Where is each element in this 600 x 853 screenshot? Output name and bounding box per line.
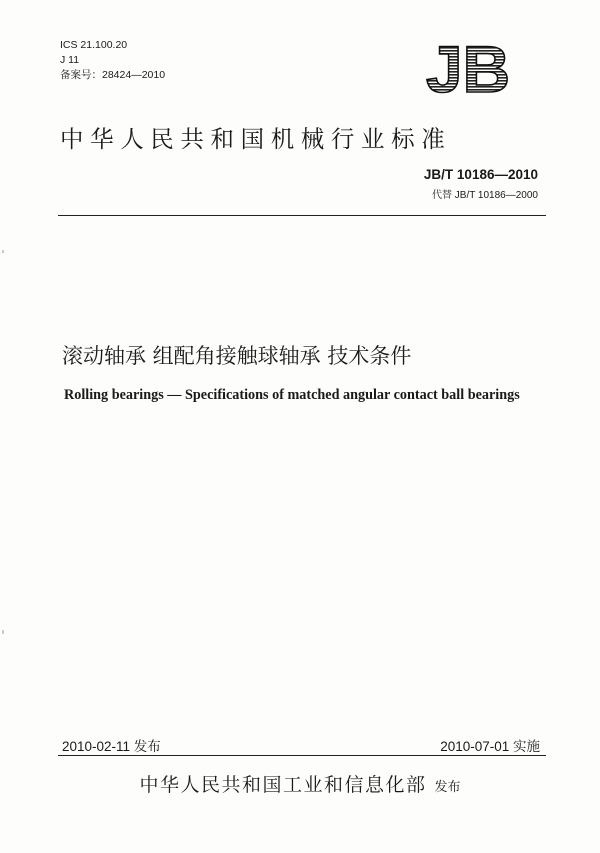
ccs-code: J 11	[60, 54, 80, 66]
issue-date: 2010-02-11 发布	[62, 739, 161, 754]
ics-code: ICS 21.100.20	[60, 39, 128, 51]
scan-mark	[2, 630, 4, 634]
jb-logo	[408, 38, 528, 98]
publisher-line	[0, 770, 600, 797]
standard-number: JB/T 10186—2010	[423, 167, 538, 182]
filing-number: 备案号：28424—2010	[60, 69, 166, 81]
publisher-name: 中华人民共和国工业和信息化部	[139, 774, 427, 796]
header-divider	[58, 215, 546, 216]
logo-text: JB	[425, 38, 511, 98]
footer-divider	[58, 755, 546, 756]
publisher-suffix: 发布	[434, 780, 461, 795]
replaces-standard: 代替 JB/T 10186—2000	[432, 190, 538, 201]
document-title-english: Rolling bearings — Specifications of matched angular contact ball bearings	[64, 387, 520, 403]
document-title-chinese: 滚动轴承 组配角接触球轴承 技术条件	[62, 344, 412, 368]
classification-block	[60, 38, 165, 83]
scan-mark	[2, 250, 4, 253]
implementation-date: 2010-07-01 实施	[440, 739, 540, 754]
industry-standard-title: 中华人民共和国机械行业标准	[60, 125, 452, 153]
